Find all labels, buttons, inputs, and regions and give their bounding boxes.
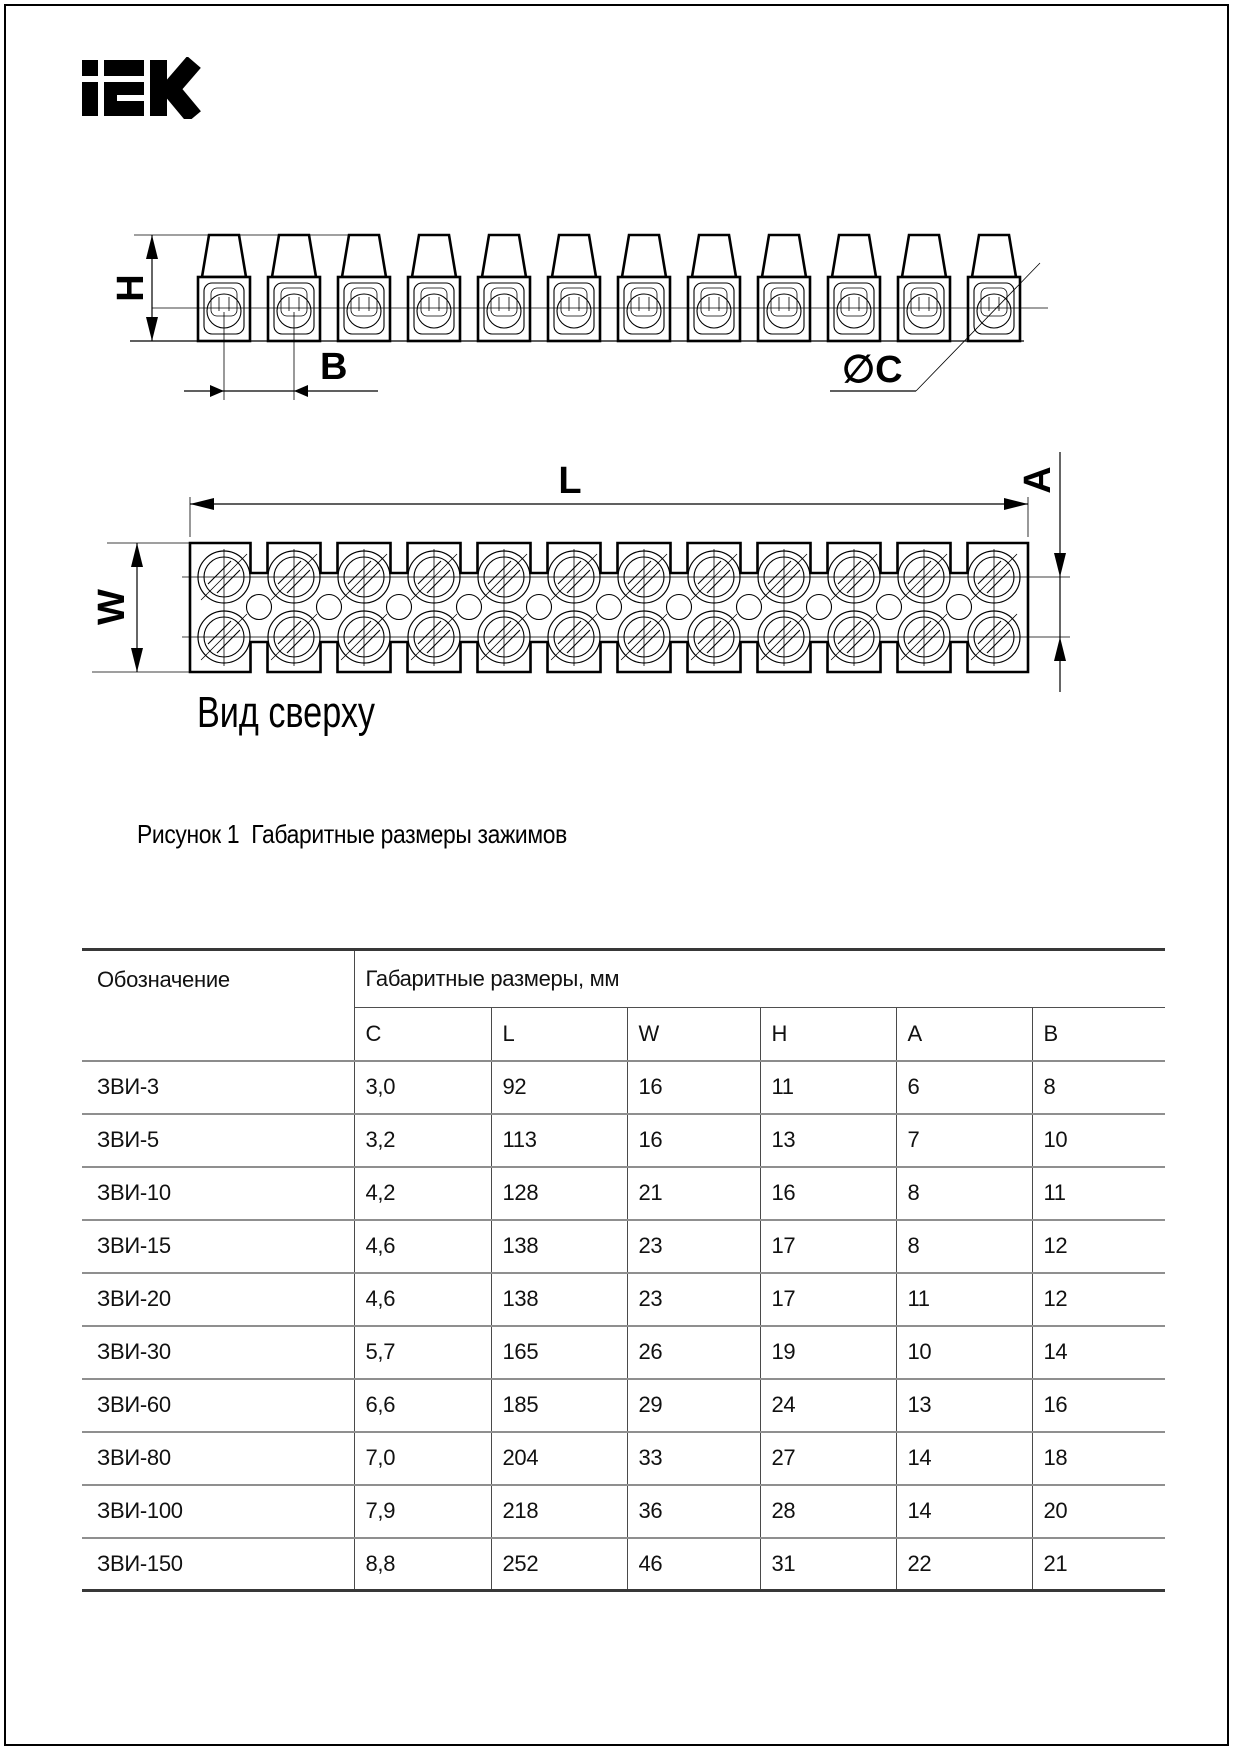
dim-label-L: L	[558, 460, 582, 502]
cell-A: 22	[896, 1538, 1032, 1591]
cell-L: 113	[491, 1114, 627, 1167]
table-header-row-1	[82, 950, 1165, 1008]
cell-H: 17	[760, 1220, 896, 1273]
table-row	[82, 1379, 1165, 1432]
cell-C: 3,0	[354, 1061, 491, 1114]
header-col-C: C	[354, 1008, 491, 1061]
cell-C: 8,8	[354, 1538, 491, 1591]
cell-W: 23	[627, 1220, 760, 1273]
cell-H: 11	[760, 1061, 896, 1114]
table-row	[82, 1273, 1165, 1326]
header-col-A: A	[896, 1008, 1032, 1061]
table-row	[82, 1167, 1165, 1220]
cell-H: 31	[760, 1538, 896, 1591]
cell-designation: ЗВИ-30	[82, 1326, 354, 1379]
terminal-unit-side	[548, 235, 600, 341]
cell-W: 36	[627, 1485, 760, 1538]
table-row	[82, 1114, 1165, 1167]
cell-designation: ЗВИ-60	[82, 1379, 354, 1432]
iek-logo-glyphs	[82, 60, 194, 117]
dim-label-C: ∅C	[842, 349, 903, 391]
cell-B: 12	[1032, 1220, 1165, 1273]
cell-B: 21	[1032, 1538, 1165, 1591]
side-view-drawing	[110, 235, 1048, 400]
table-row	[82, 1220, 1165, 1273]
cell-B: 18	[1032, 1432, 1165, 1485]
terminal-unit-side	[408, 235, 460, 341]
figure-caption: Рисунок 1 Габаритные размеры зажимов	[137, 819, 567, 849]
cell-A: 6	[896, 1061, 1032, 1114]
cell-designation: ЗВИ-3	[82, 1061, 354, 1114]
terminal-unit-side	[478, 235, 530, 341]
terminal-unit-side	[898, 235, 950, 341]
terminal-unit-side	[338, 235, 390, 341]
terminal-unit-side	[758, 235, 810, 341]
cell-B: 14	[1032, 1326, 1165, 1379]
figure-drawings	[0, 180, 1234, 740]
cell-W: 33	[627, 1432, 760, 1485]
cell-W: 16	[627, 1061, 760, 1114]
top-view-drawing	[91, 452, 1070, 737]
table-row	[82, 1432, 1165, 1485]
cell-H: 28	[760, 1485, 896, 1538]
cell-W: 29	[627, 1379, 760, 1432]
cell-C: 4,6	[354, 1220, 491, 1273]
dim-label-W: W	[91, 589, 133, 625]
cell-L: 204	[491, 1432, 627, 1485]
cell-L: 218	[491, 1485, 627, 1538]
cell-L: 138	[491, 1220, 627, 1273]
cell-B: 20	[1032, 1485, 1165, 1538]
cell-A: 13	[896, 1379, 1032, 1432]
cell-H: 17	[760, 1273, 896, 1326]
cell-C: 6,6	[354, 1379, 491, 1432]
cell-C: 3,2	[354, 1114, 491, 1167]
terminal-unit-side	[618, 235, 670, 341]
cell-H: 16	[760, 1167, 896, 1220]
cell-designation: ЗВИ-5	[82, 1114, 354, 1167]
cell-designation: ЗВИ-15	[82, 1220, 354, 1273]
terminal-unit-side	[688, 235, 740, 341]
cell-A: 10	[896, 1326, 1032, 1379]
cell-A: 11	[896, 1273, 1032, 1326]
header-group: Габаритные размеры, мм	[354, 950, 1165, 1008]
cell-L: 252	[491, 1538, 627, 1591]
dimensions-table	[82, 948, 1165, 1592]
terminal-unit-side	[968, 235, 1020, 341]
cell-designation: ЗВИ-10	[82, 1167, 354, 1220]
cell-C: 7,9	[354, 1485, 491, 1538]
cell-H: 27	[760, 1432, 896, 1485]
cell-designation: ЗВИ-20	[82, 1273, 354, 1326]
cell-B: 10	[1032, 1114, 1165, 1167]
cell-designation: ЗВИ-80	[82, 1432, 354, 1485]
cell-H: 19	[760, 1326, 896, 1379]
cell-A: 14	[896, 1432, 1032, 1485]
terminal-units-side	[198, 235, 1020, 341]
cell-A: 8	[896, 1220, 1032, 1273]
cell-W: 26	[627, 1326, 760, 1379]
cell-L: 92	[491, 1061, 627, 1114]
cell-W: 23	[627, 1273, 760, 1326]
table-row	[82, 1485, 1165, 1538]
dimension-L	[190, 460, 1028, 537]
header-designation: Обозначение	[82, 950, 354, 1061]
cell-B: 12	[1032, 1273, 1165, 1326]
cell-L: 185	[491, 1379, 627, 1432]
table-row	[82, 1061, 1165, 1114]
dimension-W	[91, 543, 190, 672]
header-col-W: W	[627, 1008, 760, 1061]
cell-B: 11	[1032, 1167, 1165, 1220]
top-view-label: Вид сверху	[197, 688, 375, 737]
header-col-B: B	[1032, 1008, 1165, 1061]
cell-L: 128	[491, 1167, 627, 1220]
cell-C: 4,2	[354, 1167, 491, 1220]
cell-H: 13	[760, 1114, 896, 1167]
terminal-unit-side	[828, 235, 880, 341]
header-col-L: L	[491, 1008, 627, 1061]
cell-A: 8	[896, 1167, 1032, 1220]
cell-designation: ЗВИ-100	[82, 1485, 354, 1538]
cell-B: 16	[1032, 1379, 1165, 1432]
cell-A: 7	[896, 1114, 1032, 1167]
dim-label-B: B	[320, 346, 348, 388]
cell-W: 46	[627, 1538, 760, 1591]
cell-C: 4,6	[354, 1273, 491, 1326]
cell-C: 7,0	[354, 1432, 491, 1485]
cell-H: 24	[760, 1379, 896, 1432]
cell-B: 8	[1032, 1061, 1165, 1114]
table-row	[82, 1538, 1165, 1591]
cell-A: 14	[896, 1485, 1032, 1538]
dim-label-A: A	[1017, 466, 1059, 494]
cell-L: 138	[491, 1273, 627, 1326]
cell-W: 21	[627, 1167, 760, 1220]
header-col-H: H	[760, 1008, 896, 1061]
cell-C: 5,7	[354, 1326, 491, 1379]
table-row	[82, 1326, 1165, 1379]
dim-label-H: H	[110, 274, 152, 302]
cell-W: 16	[627, 1114, 760, 1167]
iek-logo	[80, 57, 210, 119]
cell-L: 165	[491, 1326, 627, 1379]
cell-designation: ЗВИ-150	[82, 1538, 354, 1591]
